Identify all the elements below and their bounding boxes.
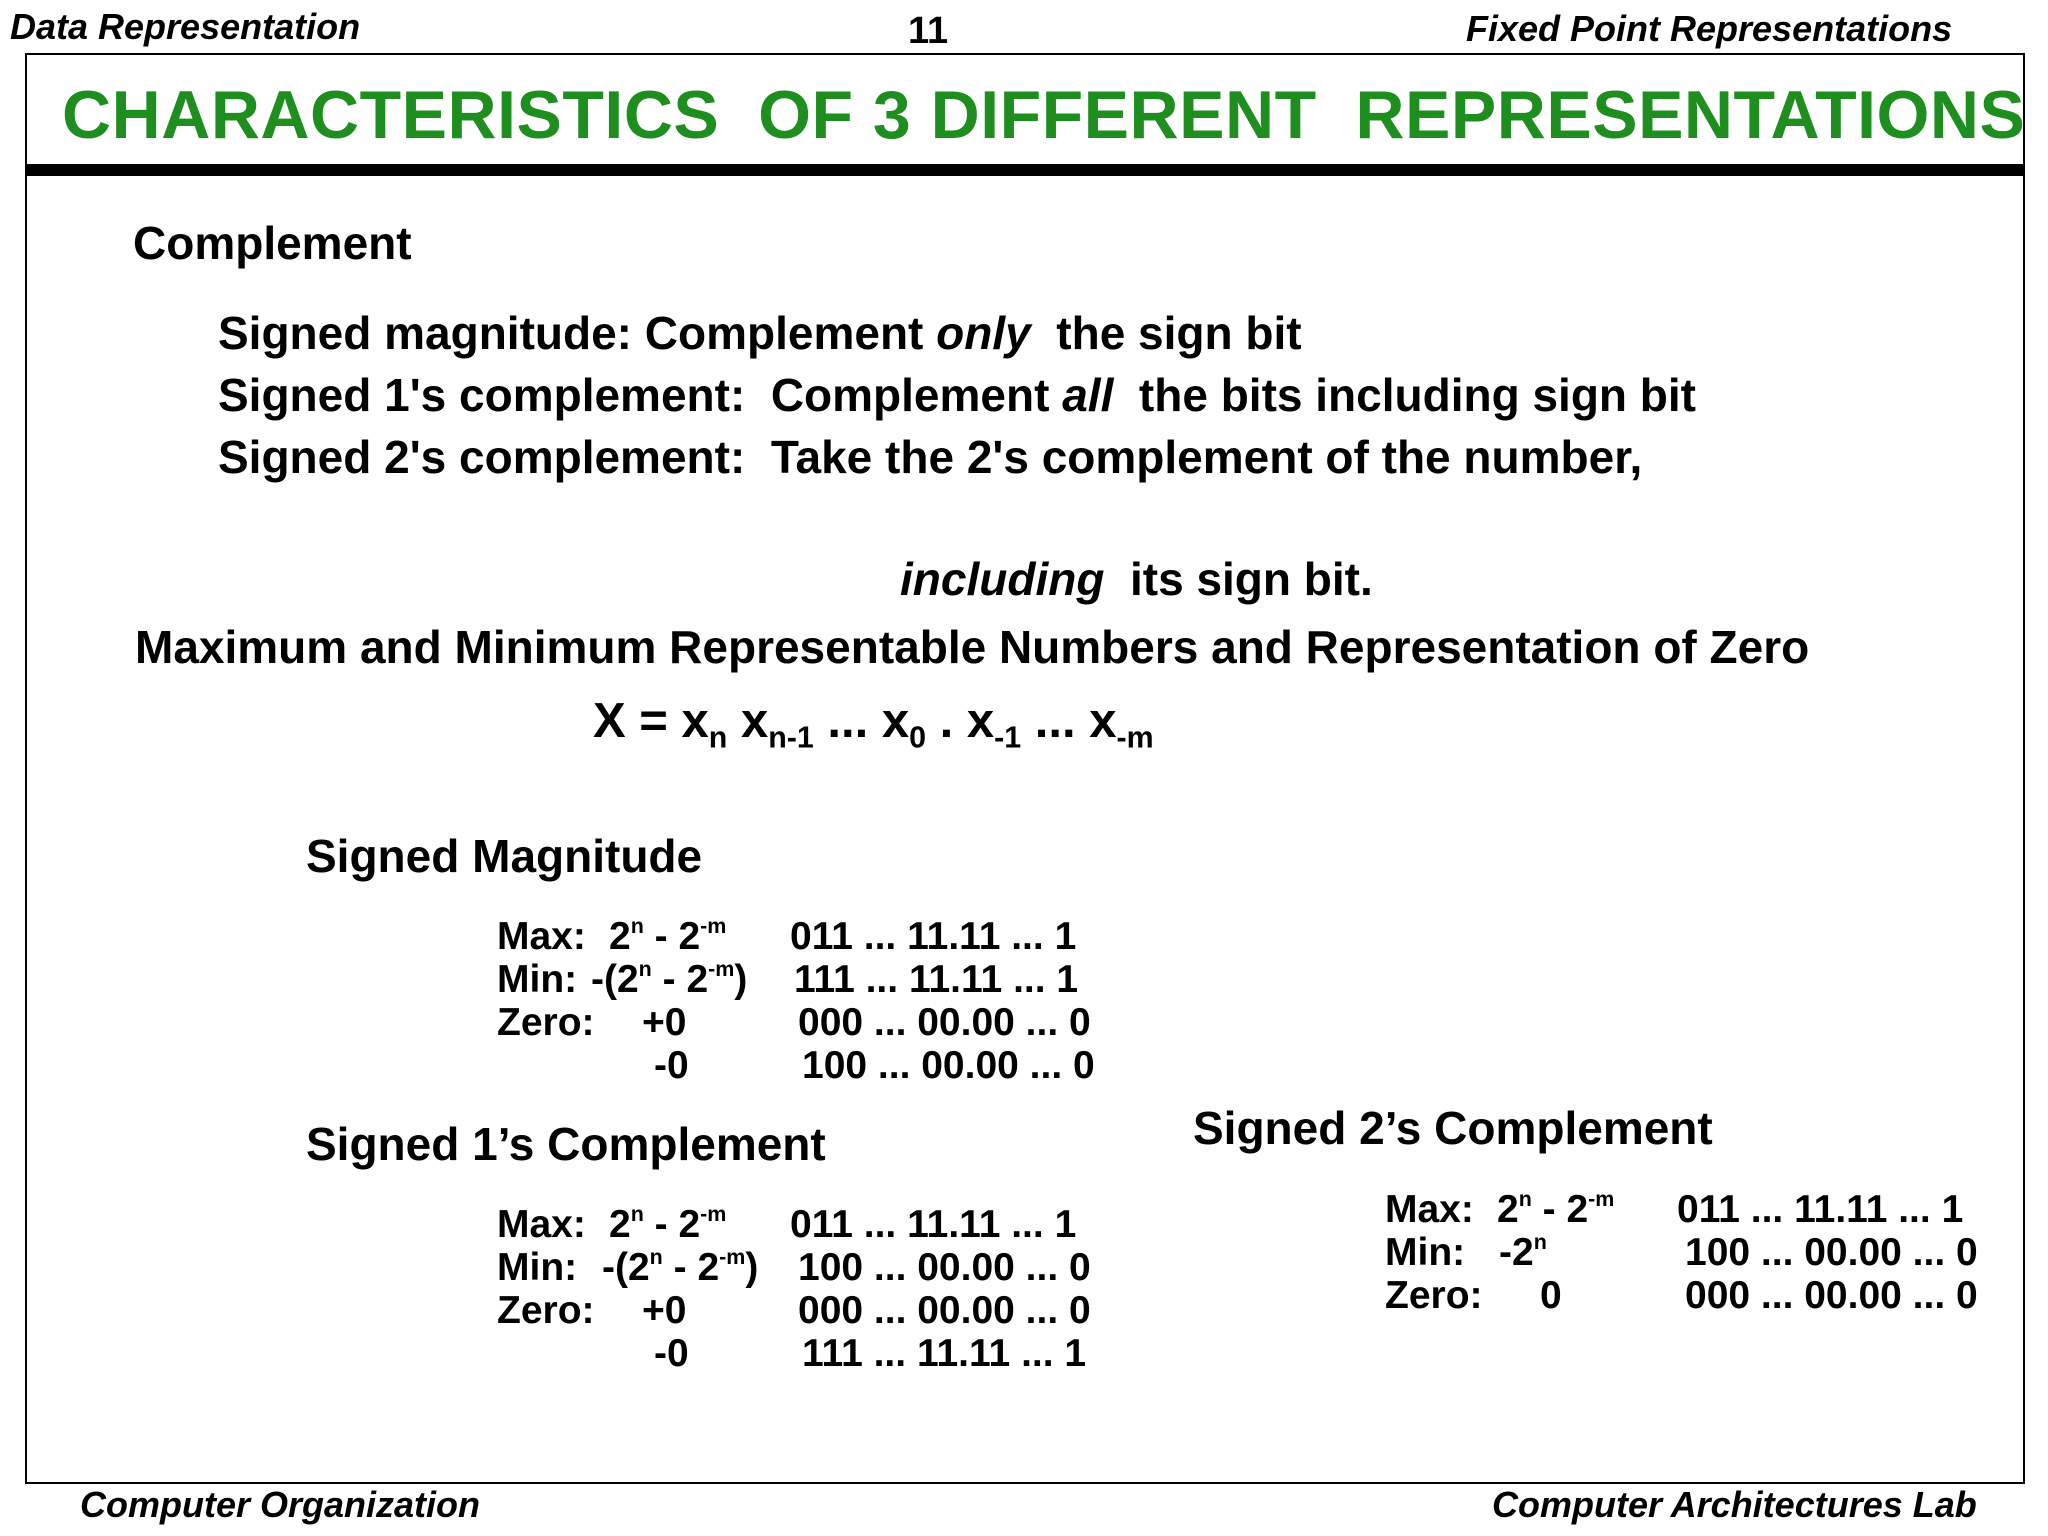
row-value: -0 (654, 1332, 689, 1375)
table-row (497, 1203, 1117, 1246)
header-right: Fixed Point Representations (1466, 8, 1953, 49)
row-bits: 100 ... 00.00 ... 0 (802, 1044, 1095, 1087)
row-bits: 000 ... 00.00 ... 0 (798, 1289, 1091, 1332)
row-value: -2$^n$ (1499, 1229, 1547, 1274)
complement-line-1: Signed magnitude: Complement only the sign bit (218, 307, 1302, 359)
row-value: $-(2^n - 2^{-m})$ (591, 956, 748, 1001)
row-value: 0 (1540, 1274, 1562, 1317)
signed-magnitude-table (497, 915, 1117, 1087)
footer-right: Computer Architectures Lab (1492, 1484, 1977, 1525)
twos-complement-heading: Signed 2’s Complement (1193, 1102, 1713, 1154)
table-row (1385, 1188, 2005, 1231)
table-row (1385, 1231, 2005, 1274)
table-row (497, 1044, 1117, 1087)
row-label: Zero: (497, 1289, 595, 1332)
row-value: $2^n - 2^{-m}$ (1497, 1186, 1615, 1231)
table-row (497, 958, 1117, 1001)
row-label: Max: (497, 915, 586, 958)
row-label: Zero: (1385, 1274, 1483, 1317)
row-bits: 111 ... 11.11 ... 1 (802, 1332, 1087, 1375)
header-left: Data Representation (10, 6, 361, 47)
table-row (497, 915, 1117, 958)
twos-complement-table (1385, 1188, 2005, 1317)
row-value: +0 (642, 1001, 687, 1044)
page-number: 11 (908, 10, 949, 52)
row-bits: 100 ... 00.00 ... 0 (798, 1246, 1091, 1289)
row-label: Min: (497, 1246, 578, 1289)
table-row (497, 1246, 1117, 1289)
slide-title: CHARACTERISTICS OF 3 DIFFERENT REPRESENTATIONS (62, 77, 2026, 153)
ones-complement-table (497, 1203, 1117, 1375)
row-label: Zero: (497, 1001, 595, 1044)
maxmin-heading: Maximum and Minimum Representable Numbers and Representation of Zero (135, 621, 1810, 673)
formula: $X = x_n$ $x_{n-1}$ ... $x_0$ . $x_{-1}$ ... $x_{-m}$ (593, 694, 1154, 755)
footer-left: Computer Organization (80, 1484, 481, 1525)
complement-heading: Complement (133, 217, 412, 269)
table-row (1385, 1274, 2005, 1317)
table-row (497, 1332, 1117, 1375)
row-bits: 100 ... 00.00 ... 0 (1685, 1231, 1978, 1274)
signed-magnitude-heading: Signed Magnitude (306, 830, 703, 882)
complement-line-2: Signed 1's complement: Complement all the bits including sign bit (218, 369, 1696, 421)
row-value: +0 (642, 1289, 687, 1332)
complement-line-3-continued: including its sign bit. (900, 553, 1373, 605)
row-bits: 011 ... 11.11 ... 1 (790, 1203, 1077, 1246)
row-bits: 000 ... 00.00 ... 0 (798, 1001, 1091, 1044)
row-label: Max: (1385, 1188, 1474, 1231)
row-label: Min: (497, 958, 578, 1001)
title-rule (25, 164, 2023, 176)
row-bits: 000 ... 00.00 ... 0 (1685, 1274, 1978, 1317)
row-bits: 111 ... 11.11 ... 1 (794, 958, 1079, 1001)
table-row (497, 1001, 1117, 1044)
row-bits: 011 ... 11.11 ... 1 (790, 915, 1077, 958)
row-value: $-(2^n - 2^{-m})$ (602, 1244, 759, 1289)
row-value: -0 (654, 1044, 689, 1087)
row-label: Max: (497, 1203, 586, 1246)
row-value: $2^n - 2^{-m}$ (609, 1201, 727, 1246)
ones-complement-heading: Signed 1’s Complement (306, 1118, 826, 1170)
table-row (497, 1289, 1117, 1332)
row-value: $2^n - 2^{-m}$ (609, 913, 727, 958)
complement-line-3: Signed 2's complement: Take the 2's complement of the number, (218, 431, 1643, 483)
row-label: Min: (1385, 1231, 1466, 1274)
row-bits: 011 ... 11.11 ... 1 (1677, 1188, 1964, 1231)
